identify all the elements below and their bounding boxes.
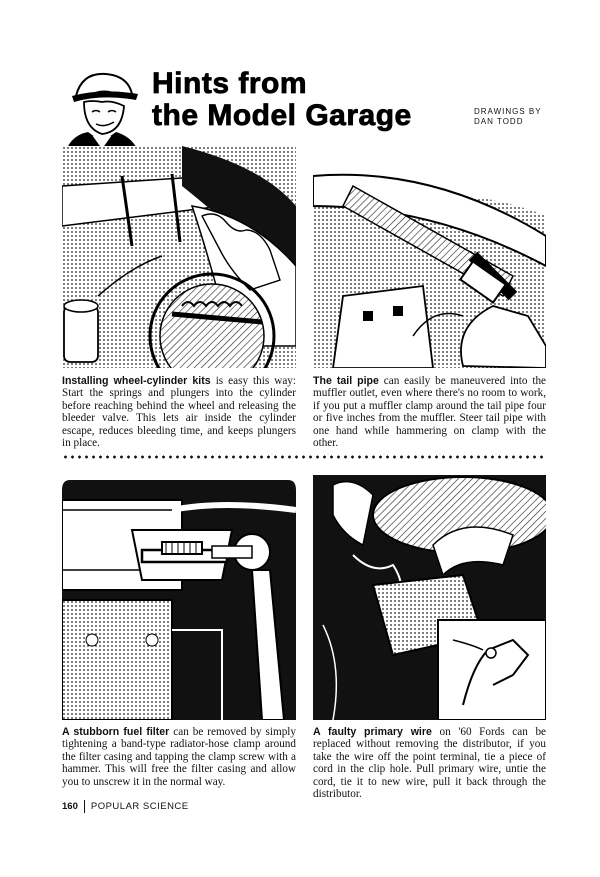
hint-body: on '60 Fords can be replaced without removing the distributor, if you take the wire off the point terminal, tie a piece of cord in the clip hole. Pull primary wire, untie the cord, tie it to new wire, pull it back through the distributor.	[313, 726, 547, 801]
hint-lead: A stubborn fuel filter	[62, 726, 170, 738]
page-footer	[62, 800, 189, 813]
illustrator-credit	[474, 107, 542, 127]
magazine-name: POPULAR SCIENCE	[90, 801, 189, 812]
hint-lead: Installing wheel-cylinder kits	[62, 375, 211, 387]
wheel-cylinder-illustration	[62, 146, 296, 368]
article-title	[152, 68, 412, 132]
hint-caption-wheel-cylinder	[62, 375, 296, 449]
mechanic-mascot-illustration	[62, 66, 144, 158]
title-line-2: the Model Garage	[152, 99, 412, 132]
hint-body: is easy this way: Start the springs and plungers into the cylinder before reaching behind the wheel and releasing the bleeder valve. This lets air inside the cylinder escape, reduces bleeding time, and keeps plungers in place.	[62, 375, 296, 450]
hint-lead: The tail pipe	[313, 375, 379, 387]
hint-lead: A faulty primary wire	[313, 726, 432, 738]
page-number: 160	[62, 801, 78, 812]
primary-wire-illustration	[313, 475, 546, 720]
credit-line-1: DRAWINGS BY	[474, 107, 542, 116]
hint-body: can easily be maneuvered into the muffler outlet, even where there's no room to work, if you put a muffler clamp around the tail pipe four or five inches from the muffler. Steer tail pipe with one hand while hammering on clamp with the other.	[313, 375, 546, 450]
hint-caption-tail-pipe	[313, 375, 546, 449]
footer-separator	[84, 800, 85, 813]
hint-caption-fuel-filter	[62, 726, 296, 788]
tail-pipe-illustration	[313, 146, 546, 368]
dotted-divider	[62, 455, 546, 459]
title-line-1: Hints from	[152, 67, 307, 100]
credit-line-2: DAN TODD	[474, 117, 524, 126]
hint-caption-primary-wire	[313, 726, 546, 800]
fuel-filter-illustration	[62, 480, 296, 720]
hint-body: can be removed by simply tightening a band-type radiator-hose clamp around the filter casing and tapping the clamp screw with a hammer. This will free the filter casing and allow you to unscrew it in the normal way.	[62, 726, 297, 788]
